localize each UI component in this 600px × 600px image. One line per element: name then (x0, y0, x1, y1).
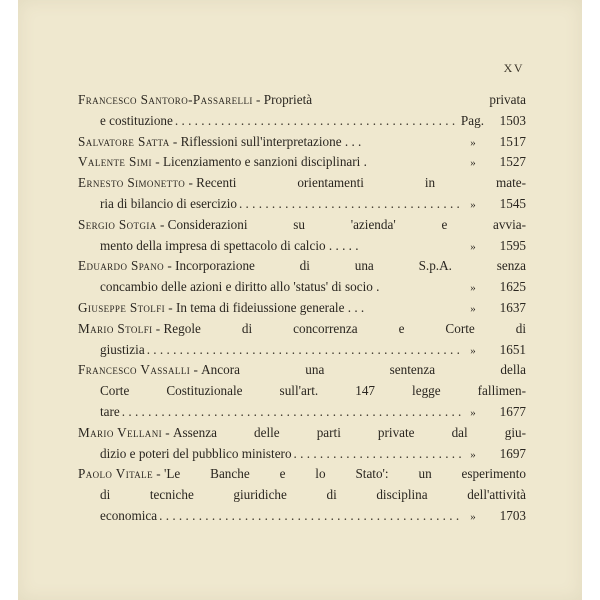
toc-author: Mario Vellani (78, 424, 162, 440)
toc-dash: - (151, 154, 163, 170)
toc-page-number: 1503 (499, 112, 526, 128)
ditto-mark: » (470, 198, 476, 211)
toc-author: Francesco Vassalli (78, 362, 191, 378)
toc-dash: - (162, 424, 173, 440)
toc-line (78, 340, 526, 361)
toc-title: dizio e poteri del pubblico ministero (100, 445, 292, 461)
toc-entry (78, 423, 526, 465)
ditto-mark: » (470, 302, 476, 315)
toc-author: Francesco Santoro-Passarelli (78, 92, 253, 107)
toc-title: Recenti orientamenti in mate- (196, 175, 526, 191)
toc-title: Assenza delle parti private dal giu- (173, 424, 526, 440)
toc-entry (78, 173, 526, 215)
toc-dash: - (156, 216, 168, 232)
toc-page-number: 1595 (499, 237, 526, 253)
toc-line (78, 173, 526, 194)
toc-author: Valente Simi (78, 154, 152, 170)
toc-title: economica (100, 507, 158, 523)
toc-line (78, 360, 526, 381)
toc-author: Mario Stolfi (78, 320, 153, 336)
toc-author: Salvatore Satta (78, 133, 170, 149)
toc-title: Corte Costituzionale sull'art. 147 legge fallimen- (100, 383, 526, 399)
dot-leader (175, 111, 457, 132)
ditto-mark: » (470, 510, 476, 523)
ditto-mark: » (470, 282, 476, 295)
toc-page-number: 1527 (499, 154, 526, 170)
toc-author: Paolo Vitale (78, 466, 153, 482)
toc-entry (78, 319, 526, 361)
toc-title: tare (100, 403, 120, 419)
toc-entry (78, 132, 526, 153)
toc-page-number: 1637 (499, 299, 526, 315)
ditto-mark: » (470, 448, 476, 461)
toc-title: Incorporazione di una S.p.A. senza (175, 258, 526, 274)
toc-page-number: 1651 (499, 341, 526, 357)
toc-line (78, 215, 526, 236)
dot-leader (122, 402, 462, 423)
toc-title: mento della impresa di spettacolo di calcio . . . . . (100, 237, 359, 253)
toc-title: Considerazioni su 'azienda' e avvia- (167, 216, 526, 232)
toc-line (78, 506, 526, 527)
toc-dash: - (185, 175, 197, 191)
dot-leader (147, 340, 462, 361)
toc-dash: - (152, 466, 164, 482)
page-number: XV (503, 61, 524, 75)
toc-line (78, 464, 526, 485)
toc-line (78, 319, 526, 340)
toc-entry (78, 215, 526, 257)
ditto-mark: » (470, 344, 476, 357)
toc-line (78, 444, 526, 465)
toc-page-number: 1625 (499, 279, 526, 295)
toc-author: Sergio Sotgia (78, 216, 157, 232)
ditto-mark: » (470, 240, 476, 253)
toc-page-number: 1703 (499, 507, 526, 523)
toc-title: e costituzione (100, 112, 173, 128)
toc-title: di tecniche giuridiche di disciplina dell'attività (100, 487, 526, 503)
toc-title: Licenziamento e sanzioni disciplinari . (162, 154, 367, 170)
toc-entry (78, 298, 526, 319)
toc-line (78, 298, 526, 319)
toc-page-number: 1517 (499, 133, 526, 149)
toc-line (78, 256, 526, 277)
toc-page-number: 1545 (499, 195, 526, 211)
pag-label: Pag. (460, 112, 484, 128)
toc-line (78, 277, 526, 298)
toc-line (78, 194, 526, 215)
toc-title: 'Le Banche e lo Stato': un esperimento (163, 466, 526, 482)
toc-title: concambio delle azioni e diritto allo 'status' di socio . (100, 279, 380, 295)
toc-line (78, 402, 526, 423)
ditto-mark: » (470, 157, 476, 170)
toc-entry (78, 464, 526, 526)
toc-title: Proprietà privata (263, 92, 526, 107)
toc-author: Giuseppe Stolfi (78, 299, 165, 315)
toc-line (78, 423, 526, 444)
ditto-mark: » (470, 136, 476, 149)
toc-line (78, 152, 526, 173)
toc-title: ria di bilancio di esercizio (100, 195, 237, 211)
toc-dash: - (164, 258, 176, 274)
dot-leader (239, 194, 462, 215)
toc-entry (78, 256, 526, 298)
toc-title: Ancora una sentenza della (201, 362, 526, 378)
toc-line (78, 132, 526, 153)
toc-dash: - (190, 362, 202, 378)
table-of-contents (78, 90, 526, 527)
toc-entry (78, 152, 526, 173)
ditto-mark: » (470, 406, 476, 419)
toc-author: Eduardo Spano (78, 258, 165, 274)
dot-leader (294, 444, 462, 465)
book-page (18, 0, 582, 600)
toc-line (78, 111, 526, 132)
toc-line (78, 485, 526, 506)
toc-title: In tema di fideiussione generale . . . (176, 299, 365, 315)
dot-leader (159, 506, 462, 527)
toc-page-number: 1697 (499, 445, 526, 461)
toc-dash: - (169, 133, 181, 149)
toc-title: Riflessioni sull'interpretazione . . . (180, 133, 362, 149)
toc-author: Ernesto Simonetto (78, 175, 186, 191)
toc-dash: - (152, 320, 164, 336)
toc-entry (78, 360, 526, 422)
toc-title: giustizia (100, 341, 145, 357)
toc-line (78, 90, 526, 111)
toc-page-number: 1677 (499, 403, 526, 419)
toc-line (78, 381, 526, 402)
toc-line (78, 236, 526, 257)
toc-title: Regole di concorrenza e Corte di (163, 320, 526, 336)
toc-entry (78, 90, 526, 132)
toc-dash: - (252, 92, 264, 107)
toc-dash: - (165, 299, 176, 315)
